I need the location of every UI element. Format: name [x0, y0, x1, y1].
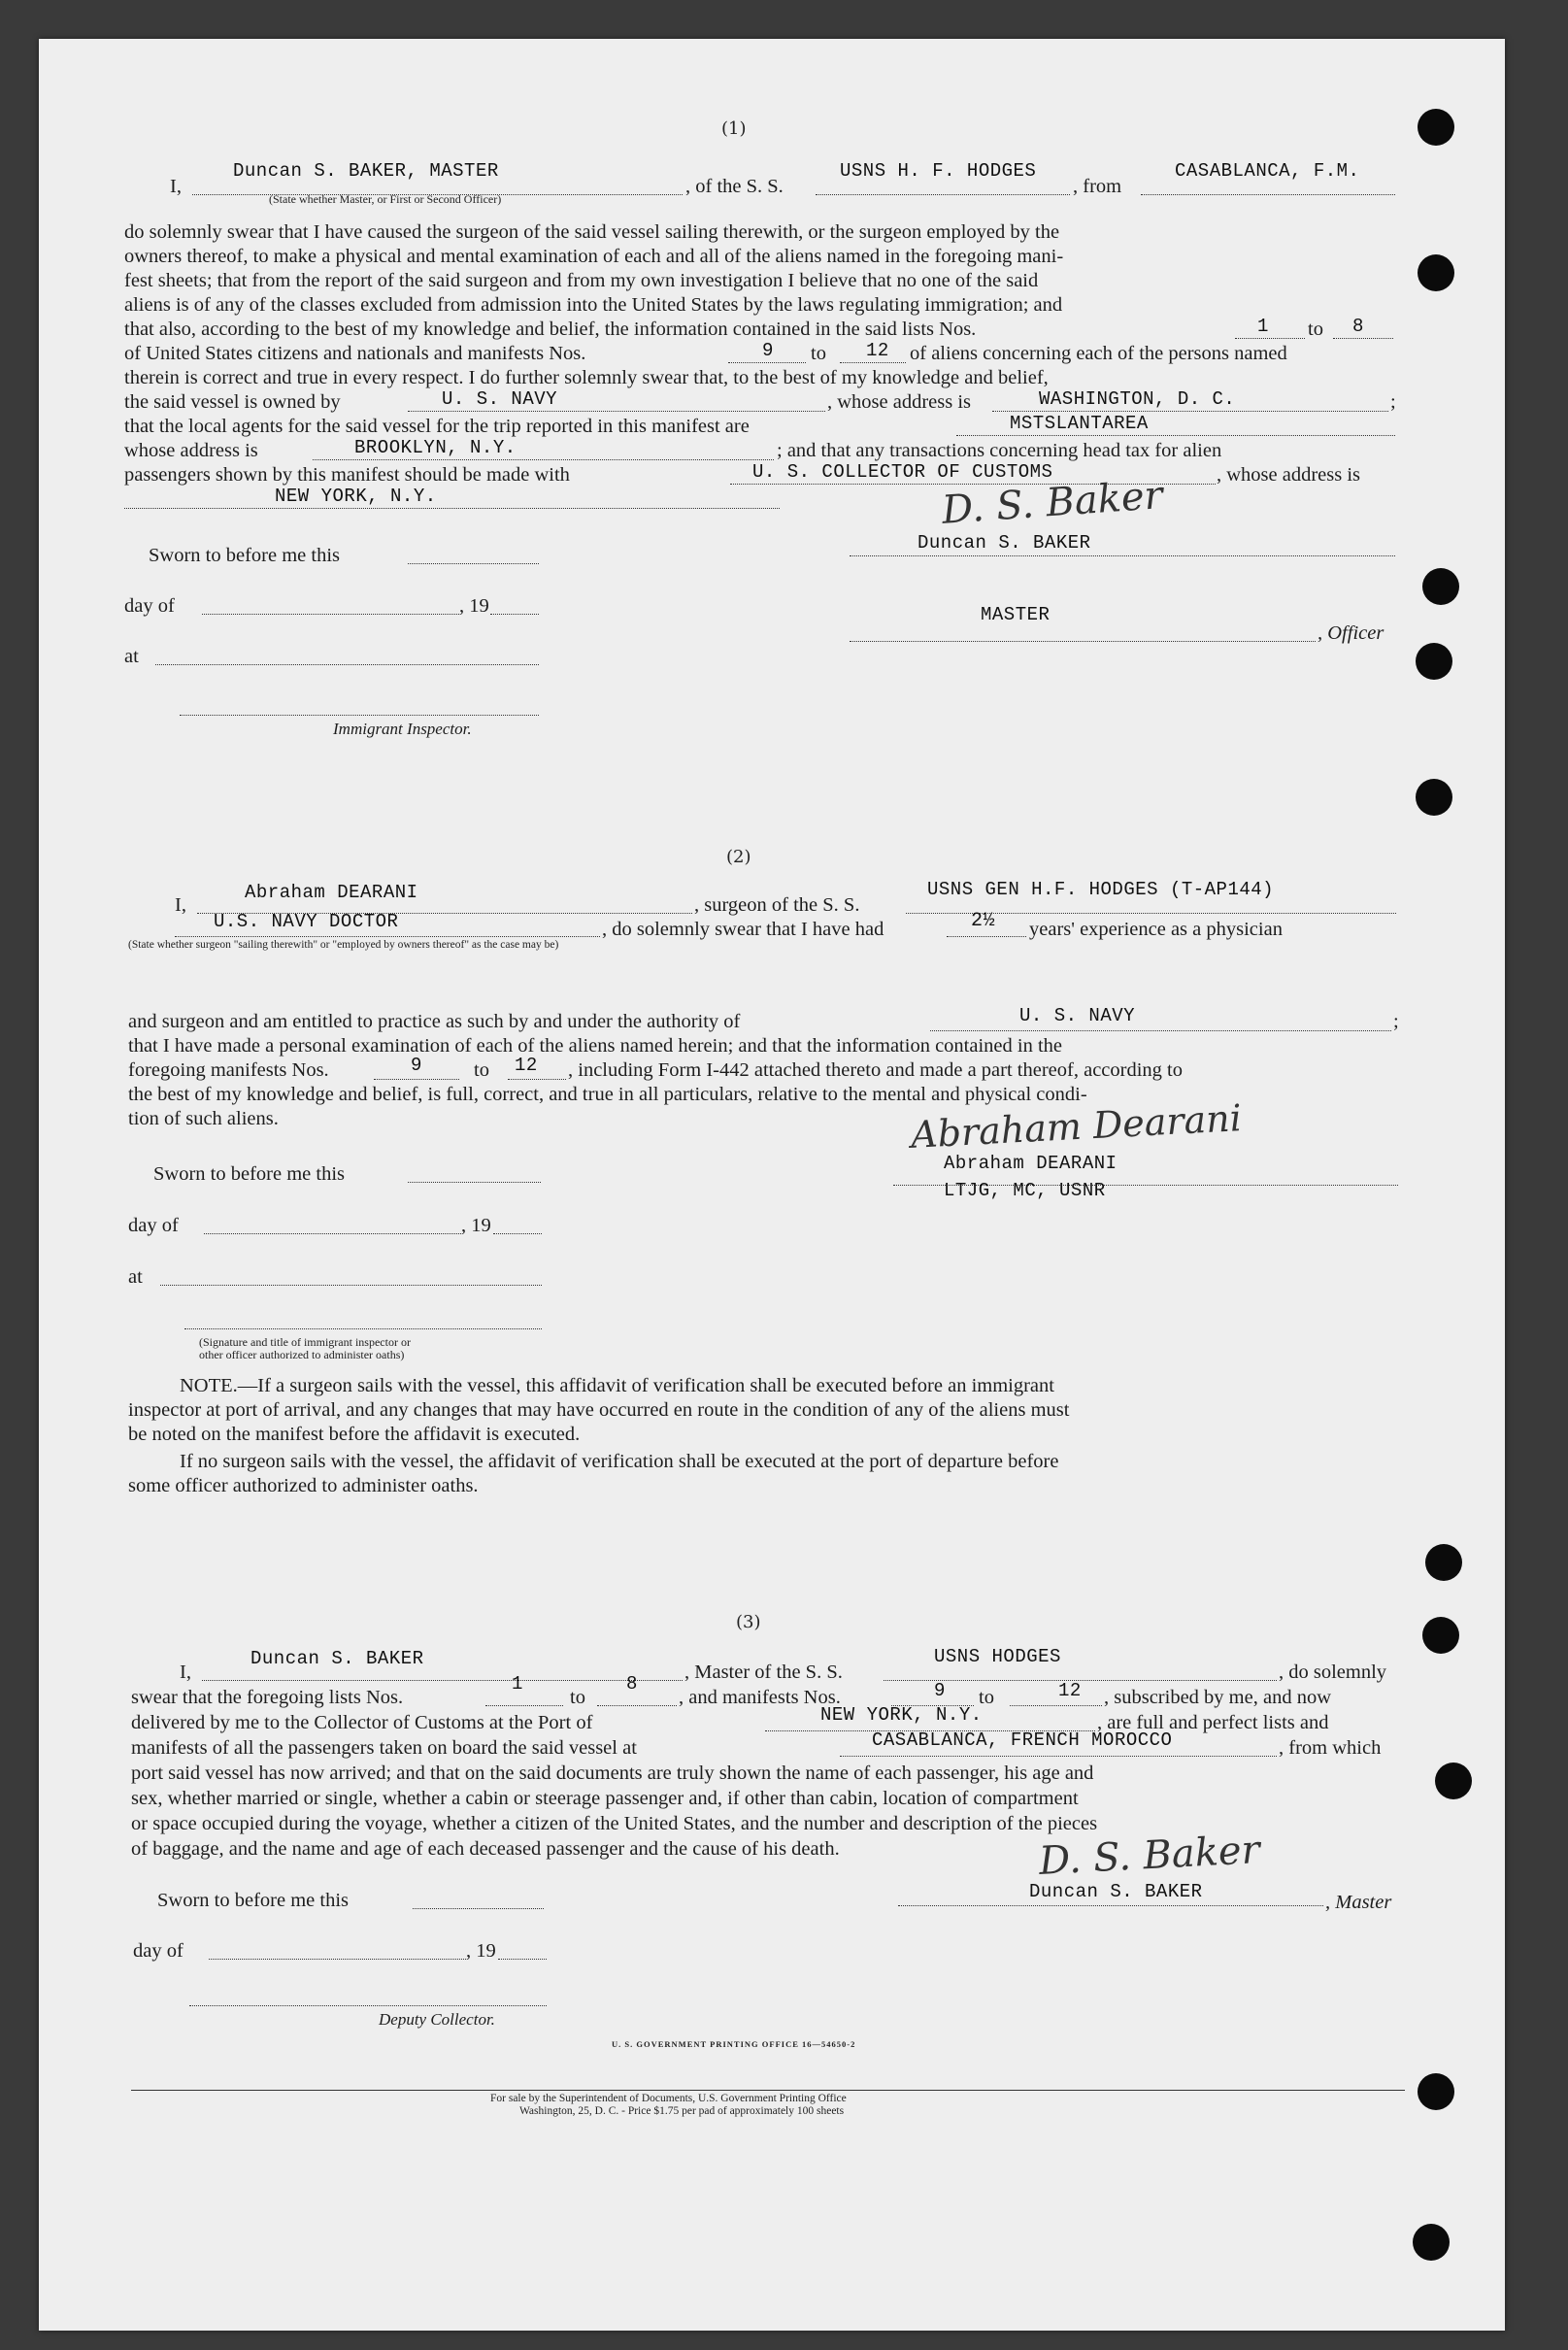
- punctuation: ;: [1393, 1011, 1399, 1032]
- year-label: , 19: [466, 1940, 496, 1962]
- are-full-label: , are full and perfect lists and: [1097, 1712, 1329, 1733]
- to-label: to: [474, 1059, 489, 1081]
- head-tax-label: ; and that any transactions concerning head tax for alien: [777, 440, 1222, 461]
- inspector-caption: other officer authorized to administer oaths): [199, 1348, 405, 1361]
- officer-label: , Officer: [1318, 622, 1385, 644]
- agent-address: BROOKLYN, N.Y.: [354, 437, 517, 458]
- manifests-all-label: manifests of all the passengers taken on board the said vessel at: [131, 1737, 637, 1759]
- to-label: to: [979, 1687, 994, 1708]
- lists-from: 1: [512, 1673, 523, 1695]
- inspector-caption: Immigrant Inspector.: [333, 720, 472, 738]
- oath-line: of aliens concerning each of the persons named: [910, 343, 1287, 364]
- oath-line: foregoing manifests Nos.: [128, 1059, 329, 1081]
- gpo-imprint: U. S. GOVERNMENT PRINTING OFFICE 16—54650-2: [612, 2039, 856, 2049]
- owner-address-label: , whose address is: [827, 391, 972, 413]
- surgeon-caption: (State whether surgeon "sailing therewith" or "employed by owners thereof" as the case may be): [128, 939, 559, 951]
- surgeon-name: Abraham DEARANI: [245, 882, 418, 903]
- lists-to: 8: [1352, 316, 1364, 337]
- year-label: , 19: [459, 595, 489, 617]
- surgeon-label: , surgeon of the S. S.: [694, 894, 860, 916]
- origin-port: CASABLANCA, F.M.: [1175, 160, 1360, 182]
- sworn-label: Sworn to before me this: [149, 545, 340, 566]
- years-label: years' experience as a physician: [1029, 919, 1283, 940]
- oath-line: port said vessel has now arrived; and that on the said documents are truly shown the name of each passenger, his age and: [131, 1762, 1094, 1784]
- oath-line: the best of my knowledge and belief, is full, correct, and true in all particulars, relative to the mental and physical condi-: [128, 1084, 1087, 1105]
- to-label: to: [811, 343, 826, 364]
- swear-label: , do solemnly swear that I have had: [602, 919, 884, 940]
- punch-hole: [1435, 1762, 1472, 1799]
- owned-label: the said vessel is owned by: [124, 391, 341, 413]
- oath-line: aliens is of any of the classes excluded from admission into the United States by the laws regulating immigration; and: [124, 294, 1063, 316]
- master-signature: D. S. Baker: [1037, 1828, 1261, 1884]
- section-number: (2): [726, 847, 751, 867]
- intro-label: I,: [180, 1662, 191, 1683]
- local-agents: MSTSLANTAREA: [1010, 413, 1149, 434]
- manifest-to: 12: [1058, 1680, 1082, 1701]
- oath-line: fest sheets; that from the report of the said surgeon and from my own investigation I believe that no one of the said: [124, 270, 1039, 291]
- subscribed-label: , subscribed by me, and now: [1104, 1687, 1331, 1708]
- inspector-caption: (Signature and title of immigrant inspector or: [199, 1335, 411, 1349]
- note-line: If no surgeon sails with the vessel, the affidavit of verification shall be executed at the port of departure before: [180, 1451, 1059, 1472]
- swear-lists-label: swear that the foregoing lists Nos.: [131, 1687, 404, 1708]
- from-label: , from: [1073, 176, 1122, 197]
- section-number: (3): [736, 1612, 761, 1632]
- note-line: inspector at port of arrival, and any changes that may have occurred en route in the condition of any of the aliens must: [128, 1399, 1070, 1421]
- vessel-name: USNS GEN H.F. HODGES (T-AP144): [927, 879, 1275, 900]
- punch-hole: [1425, 1544, 1462, 1581]
- sale-notice: For sale by the Superintendent of Documents, U.S. Government Printing Office: [490, 2093, 847, 2104]
- year-label: , 19: [461, 1215, 491, 1236]
- punch-hole: [1418, 254, 1454, 291]
- master-label: , Master of the S. S.: [684, 1662, 843, 1683]
- oath-line: that I have made a personal examination of each of the aliens named herein; and that the information contained in the: [128, 1035, 1062, 1057]
- oath-line: do solemnly swear that I have caused the surgeon of the said vessel sailing therewith, or the surgeon employed by the: [124, 221, 1060, 243]
- collector: U. S. COLLECTOR OF CUSTOMS: [752, 461, 1053, 483]
- punch-hole: [1416, 779, 1452, 816]
- manifest-from: 9: [762, 340, 774, 361]
- manifest-from: 9: [411, 1055, 422, 1076]
- of-ss-label: , of the S. S.: [685, 176, 784, 197]
- oath-line: of baggage, and the name and age of each deceased passenger and the cause of his death.: [131, 1838, 840, 1860]
- delivered-label: delivered by me to the Collector of Customs at the Port of: [131, 1712, 593, 1733]
- to-label: to: [1308, 319, 1323, 340]
- lists-from: 1: [1257, 316, 1269, 337]
- day-of-label: day of: [128, 1215, 179, 1236]
- at-label: at: [128, 1266, 143, 1288]
- manifest-from: 9: [934, 1680, 946, 1701]
- oath-line: of United States citizens and nationals and manifests Nos.: [124, 343, 586, 364]
- owner-address: WASHINGTON, D. C.: [1039, 388, 1236, 410]
- note-line: be noted on the manifest before the affidavit is executed.: [128, 1424, 581, 1445]
- sworn-label: Sworn to before me this: [157, 1890, 349, 1911]
- punch-hole: [1416, 643, 1452, 680]
- surgeon-role: U.S. NAVY DOCTOR: [214, 911, 399, 932]
- oath-line: that also, according to the best of my knowledge and belief, the information contained in the said lists Nos.: [124, 319, 977, 340]
- manifest-to: 12: [515, 1055, 538, 1076]
- vessel-owner: U. S. NAVY: [442, 388, 558, 410]
- vessel-name: USNS H. F. HODGES: [840, 160, 1037, 182]
- punch-hole: [1413, 2224, 1450, 2261]
- from-which-label: , from which: [1279, 1737, 1382, 1759]
- punch-hole: [1418, 2073, 1454, 2110]
- solemnly-label: , do solemnly: [1279, 1662, 1387, 1683]
- arrival-port: NEW YORK, N.Y.: [820, 1704, 983, 1726]
- punch-hole: [1422, 1617, 1459, 1654]
- signer-name: Duncan S. BAKER: [1029, 1881, 1203, 1902]
- vessel-name: USNS HODGES: [934, 1646, 1061, 1667]
- agent-address-label: whose address is: [124, 440, 258, 461]
- master-signature: D. S. Baker: [940, 473, 1165, 533]
- oath-line: tion of such aliens.: [128, 1108, 279, 1129]
- boarding-port: CASABLANCA, FRENCH MOROCCO: [872, 1729, 1173, 1751]
- master-name: Duncan S. BAKER, MASTER: [233, 160, 499, 182]
- intro-label: I,: [175, 894, 186, 916]
- day-of-label: day of: [124, 595, 175, 617]
- manifest-to: 12: [866, 340, 889, 361]
- intro-label: I,: [170, 176, 182, 197]
- oath-line: therein is correct and true in every respect. I do further solemnly swear that, to the best of my knowledge and belief,: [124, 367, 1049, 388]
- deputy-collector-caption: Deputy Collector.: [379, 2010, 495, 2029]
- sworn-label: Sworn to before me this: [153, 1163, 345, 1185]
- signer-name: Abraham DEARANI: [944, 1153, 1118, 1174]
- signer-name: Duncan S. BAKER: [917, 532, 1091, 554]
- years-experience: 2½: [971, 910, 996, 932]
- collector-address: NEW YORK, N.Y.: [275, 486, 437, 507]
- manifest-page: [39, 39, 1505, 2331]
- punctuation: ;: [1390, 391, 1396, 413]
- punch-hole: [1418, 109, 1454, 146]
- sale-notice: Washington, 25, D. C. - Price $1.75 per pad of approximately 100 sheets: [519, 2105, 845, 2117]
- note-line: some officer authorized to administer oaths.: [128, 1475, 479, 1496]
- passengers-label: passengers shown by this manifest should be made with: [124, 464, 570, 486]
- authority-label: and surgeon and am entitled to practice as such by and under the authority of: [128, 1011, 741, 1032]
- note-line: NOTE.—If a surgeon sails with the vessel, this affidavit of verification shall be executed before an immigrant: [180, 1375, 1054, 1396]
- master-caption: , Master: [1325, 1892, 1392, 1913]
- oath-line: owners thereof, to make a physical and mental examination of each and all of the aliens named in the foregoing mani-: [124, 246, 1064, 267]
- signer-title: MASTER: [981, 604, 1051, 625]
- oath-line: sex, whether married or single, whether a cabin or steerage passenger and, if other than cabin, location of compartment: [131, 1788, 1079, 1809]
- signer-title: LTJG, MC, USNR: [944, 1180, 1106, 1201]
- punch-hole: [1422, 568, 1459, 605]
- oath-line: or space occupied during the voyage, whether a citizen of the United States, and the number and description of the pieces: [131, 1813, 1098, 1834]
- collector-address-label: , whose address is: [1217, 464, 1361, 486]
- surgeon-signature: Abraham Dearani: [910, 1096, 1243, 1157]
- agents-label: that the local agents for the said vessel for the trip reported in this manifest are: [124, 416, 750, 437]
- to-label: to: [570, 1687, 585, 1708]
- section-number: (1): [721, 118, 747, 139]
- day-of-label: day of: [133, 1940, 183, 1962]
- lists-to: 8: [626, 1673, 638, 1695]
- oath-line: , including Form I-442 attached thereto and made a part thereof, according to: [568, 1059, 1183, 1081]
- and-manifests-label: , and manifests Nos.: [679, 1687, 841, 1708]
- master-name: Duncan S. BAKER: [250, 1648, 424, 1669]
- name-caption: (State whether Master, or First or Second Officer): [269, 192, 502, 206]
- authority: U. S. NAVY: [1019, 1005, 1136, 1026]
- at-label: at: [124, 646, 139, 667]
